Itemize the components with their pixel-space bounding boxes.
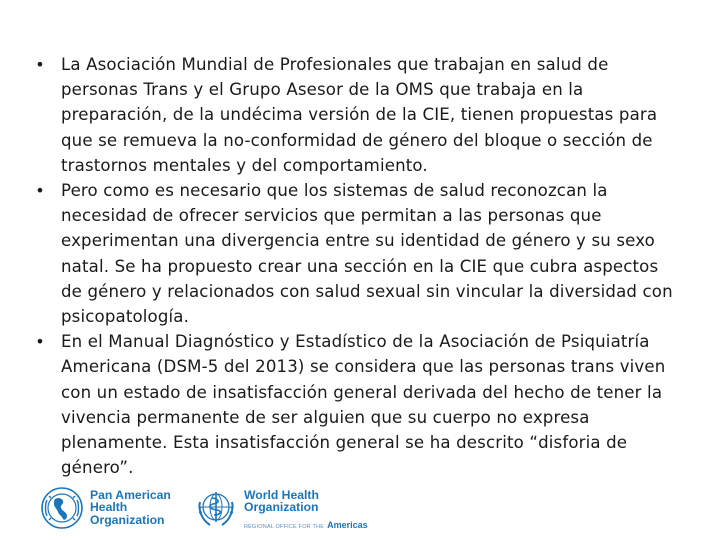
who-name-line2: Organization <box>244 500 319 515</box>
paho-name <box>90 489 171 526</box>
paho-name-line3: Organization <box>90 512 165 527</box>
bullet-item <box>30 178 680 329</box>
who-name-line1: World Health <box>244 488 319 502</box>
bullet-text: La Asociación Mundial de Profesionales que trabajan en salud de personas Trans y el Grupo Asesor de la OMS que trabaja en la preparación, de la undécima versión de la CIE, tienen propuestas para que se remueva la no-conformidad de género del bloque o sección de trastornos mentales y del comportamiento. <box>61 55 658 175</box>
bullet-item <box>30 52 680 178</box>
paho-name-line2: Health <box>90 500 128 515</box>
who-region-name: Americas <box>327 520 368 530</box>
who-emblem-icon <box>194 486 238 530</box>
paho-logo <box>40 484 200 532</box>
who-name <box>244 489 319 514</box>
who-region <box>244 520 368 530</box>
paho-name-line1: Pan American <box>90 488 171 502</box>
bullet-text: Pero como es necesario que los sistemas de salud reconozcan la necesidad de ofrecer servicios que permitan a las personas que experimentan una divergencia entre su identidad de género y su sexo natal. Se ha propuesto crear una sección en la CIE que cubra aspectos de género y relacionados con salud sexual sin vincular la diversidad con psicopatología. <box>61 181 673 327</box>
bullet-item <box>30 329 680 480</box>
bullet-list <box>30 52 680 480</box>
who-region-prefix: REGIONAL OFFICE FOR THE <box>244 524 325 530</box>
who-logo <box>194 484 374 532</box>
bullet-marker: • <box>35 55 45 74</box>
bullet-marker: • <box>35 181 45 201</box>
paho-emblem-icon <box>40 486 84 530</box>
bullet-text: En el Manual Diagnóstico y Estadístico de la Asociación de Psiquiatría Americana (DSM-5 del 2013) se considera que las personas trans viven con un estado de insatisfacción general derivada del hecho de tener la vivencia permanente de ser alguien que su cuerpo no expresa plenamente. Esta insatisfacción general se ha descrito “disforia de género”. <box>61 332 666 478</box>
bullet-marker: • <box>35 332 45 352</box>
footer-logos <box>40 484 368 532</box>
